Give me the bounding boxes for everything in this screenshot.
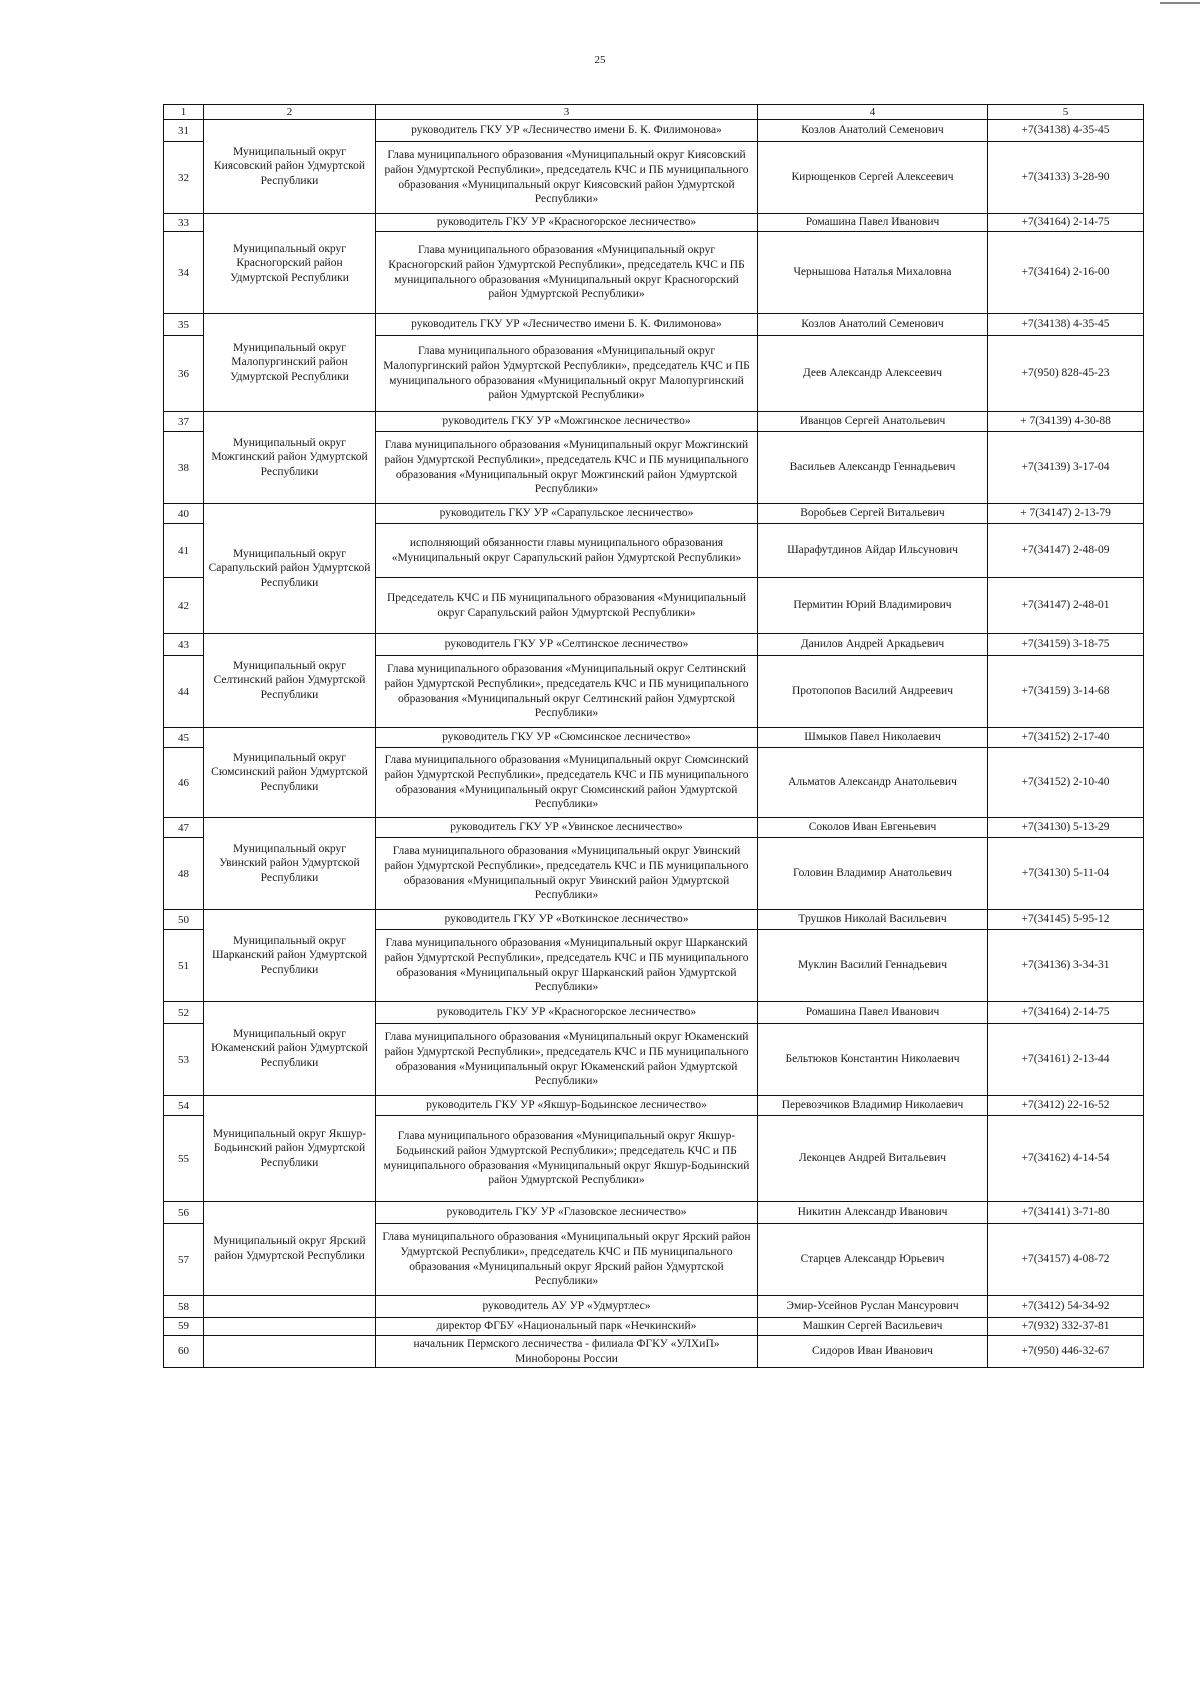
municipality-cell: Муниципальный округ Сюмсинский район Удмуртской Республики <box>204 728 376 818</box>
scan-edge-mark <box>1160 2 1200 4</box>
phone-cell: +7(950) 828-45-23 <box>988 336 1144 412</box>
person-name-cell: Иванцов Сергей Анатольевич <box>758 412 988 432</box>
column-header: 3 <box>376 105 758 120</box>
row-number: 42 <box>164 578 204 634</box>
table-row <box>164 1202 1144 1224</box>
person-name-cell: Васильев Александр Геннадьевич <box>758 432 988 504</box>
row-number: 48 <box>164 838 204 910</box>
municipality-cell: Муниципальный округ Селтинский район Удмуртской Республики <box>204 634 376 728</box>
table-row <box>164 1318 1144 1336</box>
phone-cell: + 7(34147) 2-13-79 <box>988 504 1144 524</box>
phone-cell: +7(34141) 3-71-80 <box>988 1202 1144 1224</box>
row-number: 36 <box>164 336 204 412</box>
column-header: 1 <box>164 105 204 120</box>
position-cell: начальник Пермского лесничества - филиала ФГКУ «УЛХиП» Минобороны России <box>376 1335 758 1367</box>
position-cell: руководитель ГКУ УР «Красногорское лесничество» <box>376 1002 758 1024</box>
position-cell: Глава муниципального образования «Муниципальный округ Юкаменский район Удмуртской Республики», председатель КЧС и ПБ муниципального образования «Муниципальный округ Юкаменский район Удмуртской Республики» <box>376 1024 758 1096</box>
row-number: 54 <box>164 1096 204 1116</box>
position-cell: Председатель КЧС и ПБ муниципального образования «Муниципальный округ Сарапульский район Удмуртской Республики» <box>376 578 758 634</box>
person-name-cell: Никитин Александр Иванович <box>758 1202 988 1224</box>
person-name-cell: Перевозчиков Владимир Николаевич <box>758 1096 988 1116</box>
position-cell: Глава муниципального образования «Муниципальный округ Сюмсинский район Удмуртской Республики», председатель КЧС и ПБ муниципального образования «Муниципальный округ Сюмсинский район Удмуртской Республики» <box>376 748 758 818</box>
municipality-cell: Муниципальный округ Красногорский район Удмуртской Республики <box>204 214 376 314</box>
row-number: 46 <box>164 748 204 818</box>
position-cell: руководитель ГКУ УР «Селтинское лесничество» <box>376 634 758 656</box>
person-name-cell: Бельтюков Константин Николаевич <box>758 1024 988 1096</box>
municipality-cell: Муниципальный округ Увинский район Удмуртской Республики <box>204 818 376 910</box>
person-name-cell: Шмыков Павел Николаевич <box>758 728 988 748</box>
municipality-cell: Муниципальный округ Можгинский район Удмуртской Республики <box>204 412 376 504</box>
person-name-cell: Ромашина Павел Иванович <box>758 1002 988 1024</box>
phone-cell: +7(34159) 3-18-75 <box>988 634 1144 656</box>
municipality-cell <box>204 1296 376 1318</box>
table-row <box>164 314 1144 336</box>
municipality-cell: Муниципальный округ Сарапульский район Удмуртской Республики <box>204 504 376 634</box>
person-name-cell: Леконцев Андрей Витальевич <box>758 1116 988 1202</box>
row-number: 31 <box>164 120 204 142</box>
phone-cell: +7(34133) 3-28-90 <box>988 142 1144 214</box>
position-cell: Глава муниципального образования «Муниципальный округ Шарканский район Удмуртской Республики», председатель КЧС и ПБ муниципального образования «Муниципальный округ Шарканский район Удмуртской Республики» <box>376 930 758 1002</box>
row-number: 51 <box>164 930 204 1002</box>
phone-cell: +7(34162) 4-14-54 <box>988 1116 1144 1202</box>
position-cell: Глава муниципального образования «Муниципальный округ Киясовский район Удмуртской Республики», председатель КЧС и ПБ муниципального образования «Муниципальный округ Киясовский район Удмуртской Республики» <box>376 142 758 214</box>
table-row <box>164 1335 1144 1367</box>
contacts-table-body <box>164 105 1144 1368</box>
row-number: 44 <box>164 656 204 728</box>
phone-cell: +7(34152) 2-10-40 <box>988 748 1144 818</box>
position-cell: руководитель АУ УР «Удмуртлес» <box>376 1296 758 1318</box>
phone-cell: +7(34161) 2-13-44 <box>988 1024 1144 1096</box>
position-cell: руководитель ГКУ УР «Сюмсинское лесничество» <box>376 728 758 748</box>
phone-cell: +7(34147) 2-48-01 <box>988 578 1144 634</box>
position-cell: Глава муниципального образования «Муниципальный округ Селтинский район Удмуртской Республики», председатель КЧС и ПБ муниципального образования «Муниципальный округ Селтинский район Удмуртской Республики» <box>376 656 758 728</box>
phone-cell: +7(34130) 5-13-29 <box>988 818 1144 838</box>
person-name-cell: Деев Александр Алексеевич <box>758 336 988 412</box>
phone-cell: +7(34147) 2-48-09 <box>988 524 1144 578</box>
position-cell: руководитель ГКУ УР «Красногорское лесничество» <box>376 214 758 232</box>
person-name-cell: Чернышова Наталья Михаловна <box>758 232 988 314</box>
person-name-cell: Соколов Иван Евгеньевич <box>758 818 988 838</box>
row-number: 52 <box>164 1002 204 1024</box>
row-number: 50 <box>164 910 204 930</box>
phone-cell: +7(34138) 4-35-45 <box>988 120 1144 142</box>
row-number: 60 <box>164 1335 204 1367</box>
person-name-cell: Эмир-Усейнов Руслан Мансурович <box>758 1296 988 1318</box>
position-cell: руководитель ГКУ УР «Можгинское лесничество» <box>376 412 758 432</box>
phone-cell: +7(34157) 4-08-72 <box>988 1224 1144 1296</box>
page-number: 25 <box>594 54 606 66</box>
table-header-row <box>164 105 1144 120</box>
table-row <box>164 1296 1144 1318</box>
municipality-cell: Муниципальный округ Киясовский район Удмуртской Республики <box>204 120 376 214</box>
phone-cell: +7(34164) 2-14-75 <box>988 214 1144 232</box>
person-name-cell: Пермитин Юрий Владимирович <box>758 578 988 634</box>
phone-cell: +7(950) 446-32-67 <box>988 1335 1144 1367</box>
municipality-cell: Муниципальный округ Шарканский район Удмуртской Республики <box>204 910 376 1002</box>
person-name-cell: Головин Владимир Анатольевич <box>758 838 988 910</box>
position-cell: Глава муниципального образования «Муниципальный округ Увинский район Удмуртской Республики», председатель КЧС и ПБ муниципального образования «Муниципальный округ Увинский район Удмуртской Республики» <box>376 838 758 910</box>
row-number: 55 <box>164 1116 204 1202</box>
row-number: 43 <box>164 634 204 656</box>
position-cell: руководитель ГКУ УР «Лесничество имени Б. К. Филимонова» <box>376 120 758 142</box>
person-name-cell: Сидоров Иван Иванович <box>758 1335 988 1367</box>
row-number: 37 <box>164 412 204 432</box>
phone-cell: +7(3412) 54-34-92 <box>988 1296 1144 1318</box>
municipality-cell <box>204 1318 376 1336</box>
table-row <box>164 728 1144 748</box>
row-number: 33 <box>164 214 204 232</box>
row-number: 53 <box>164 1024 204 1096</box>
phone-cell: +7(34130) 5-11-04 <box>988 838 1144 910</box>
position-cell: исполняющий обязанности главы муниципального образования «Муниципальный округ Сарапульский район Удмуртской Республики» <box>376 524 758 578</box>
person-name-cell: Старцев Александр Юрьевич <box>758 1224 988 1296</box>
phone-cell: +7(932) 332-37-81 <box>988 1318 1144 1336</box>
row-number: 56 <box>164 1202 204 1224</box>
person-name-cell: Шарафутдинов Айдар Ильсунович <box>758 524 988 578</box>
phone-cell: +7(34152) 2-17-40 <box>988 728 1144 748</box>
person-name-cell: Воробьев Сергей Витальевич <box>758 504 988 524</box>
position-cell: руководитель ГКУ УР «Увинское лесничество» <box>376 818 758 838</box>
position-cell: руководитель ГКУ УР «Якшур-Бодьинское лесничество» <box>376 1096 758 1116</box>
position-cell: Глава муниципального образования «Муниципальный округ Якшур-Бодьинский район Удмуртской Республики»; председатель КЧС и ПБ муниципального образования «Муниципальный округ Якшур-Бодьинский район Удмуртской Республики» <box>376 1116 758 1202</box>
phone-cell: +7(34159) 3-14-68 <box>988 656 1144 728</box>
person-name-cell: Данилов Андрей Аркадьевич <box>758 634 988 656</box>
phone-cell: +7(34164) 2-16-00 <box>988 232 1144 314</box>
person-name-cell: Кирющенков Сергей Алексеевич <box>758 142 988 214</box>
position-cell: Глава муниципального образования «Муниципальный округ Малопургинский район Удмуртской Республики», председатель КЧС и ПБ муниципального образования «Муниципальный округ Малопургинский район Удмуртской Республики» <box>376 336 758 412</box>
table-row <box>164 634 1144 656</box>
row-number: 38 <box>164 432 204 504</box>
person-name-cell: Козлов Анатолий Семенович <box>758 314 988 336</box>
table-row <box>164 412 1144 432</box>
phone-cell: +7(34139) 3-17-04 <box>988 432 1144 504</box>
person-name-cell: Козлов Анатолий Семенович <box>758 120 988 142</box>
row-number: 41 <box>164 524 204 578</box>
table-row <box>164 120 1144 142</box>
column-header: 2 <box>204 105 376 120</box>
person-name-cell: Протопопов Василий Андреевич <box>758 656 988 728</box>
municipality-cell <box>204 1335 376 1367</box>
row-number: 34 <box>164 232 204 314</box>
row-number: 47 <box>164 818 204 838</box>
table-row <box>164 818 1144 838</box>
person-name-cell: Ромашина Павел Иванович <box>758 214 988 232</box>
table-row <box>164 1002 1144 1024</box>
table-row <box>164 214 1144 232</box>
row-number: 35 <box>164 314 204 336</box>
municipality-cell: Муниципальный округ Якшур-Бодьинский район Удмуртской Республики <box>204 1096 376 1202</box>
position-cell: руководитель ГКУ УР «Лесничество имени Б. К. Филимонова» <box>376 314 758 336</box>
row-number: 57 <box>164 1224 204 1296</box>
municipality-cell: Муниципальный округ Ярский район Удмуртской Республики <box>204 1202 376 1296</box>
row-number: 58 <box>164 1296 204 1318</box>
person-name-cell: Трушков Николай Васильевич <box>758 910 988 930</box>
row-number: 32 <box>164 142 204 214</box>
table-row <box>164 504 1144 524</box>
position-cell: руководитель ГКУ УР «Воткинское лесничество» <box>376 910 758 930</box>
contacts-table <box>163 104 1144 1368</box>
position-cell: Глава муниципального образования «Муниципальный округ Можгинский район Удмуртской Республики», председатель КЧС и ПБ муниципального образования «Муниципальный округ Можгинский район Удмуртской Республики» <box>376 432 758 504</box>
person-name-cell: Альматов Александр Анатольевич <box>758 748 988 818</box>
row-number: 40 <box>164 504 204 524</box>
phone-cell: + 7(34139) 4-30-88 <box>988 412 1144 432</box>
position-cell: директор ФГБУ «Национальный парк «Нечкинский» <box>376 1318 758 1336</box>
column-header: 5 <box>988 105 1144 120</box>
municipality-cell: Муниципальный округ Юкаменский район Удмуртской Республики <box>204 1002 376 1096</box>
phone-cell: +7(34136) 3-34-31 <box>988 930 1144 1002</box>
person-name-cell: Муклин Василий Геннадьевич <box>758 930 988 1002</box>
phone-cell: +7(34145) 5-95-12 <box>988 910 1144 930</box>
table-row <box>164 1096 1144 1116</box>
phone-cell: +7(34138) 4-35-45 <box>988 314 1144 336</box>
row-number: 45 <box>164 728 204 748</box>
row-number: 59 <box>164 1318 204 1336</box>
position-cell: руководитель ГКУ УР «Сарапульское лесничество» <box>376 504 758 524</box>
column-header: 4 <box>758 105 988 120</box>
municipality-cell: Муниципальный округ Малопургинский район Удмуртской Республики <box>204 314 376 412</box>
position-cell: Глава муниципального образования «Муниципальный округ Красногорский район Удмуртской Республики», председатель КЧС и ПБ муниципального образования «Муниципальный округ Красногорский район Удмуртской Республики» <box>376 232 758 314</box>
position-cell: руководитель ГКУ УР «Глазовское лесничество» <box>376 1202 758 1224</box>
person-name-cell: Машкин Сергей Васильевич <box>758 1318 988 1336</box>
phone-cell: +7(3412) 22-16-52 <box>988 1096 1144 1116</box>
position-cell: Глава муниципального образования «Муниципальный округ Ярский район Удмуртской Республики», председатель КЧС и ПБ муниципального образования «Муниципальный округ Ярский район Удмуртской Республики» <box>376 1224 758 1296</box>
table-row <box>164 910 1144 930</box>
phone-cell: +7(34164) 2-14-75 <box>988 1002 1144 1024</box>
